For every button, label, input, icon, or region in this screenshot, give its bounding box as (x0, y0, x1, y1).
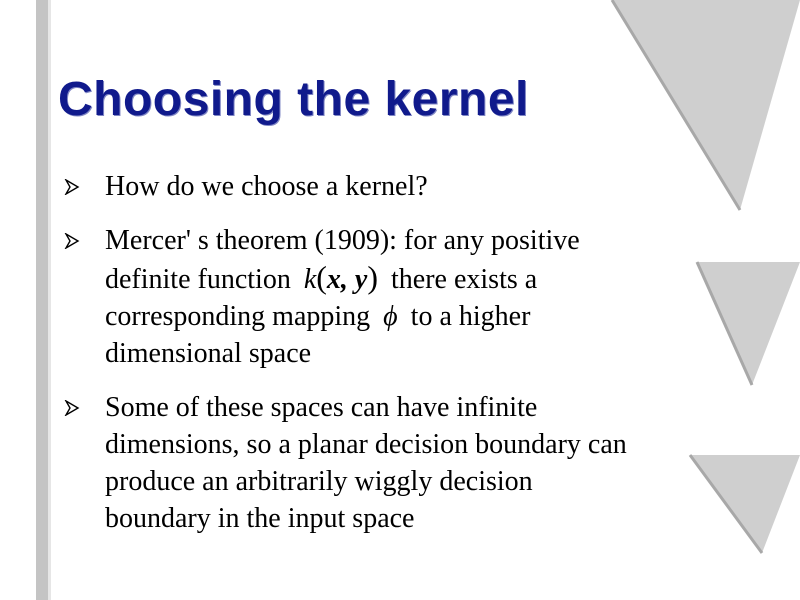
arrowhead-bullet-icon (64, 400, 80, 416)
arrowhead-bullet-icon (64, 179, 80, 195)
left-bar-shadow (48, 0, 51, 600)
bullet-1-line-1: How do we choose a kernel? (105, 171, 428, 202)
bullet-2-line-2-before: definite function (105, 264, 291, 295)
bullet-3-line-3: produce an arbitrarily wiggly decision (105, 466, 533, 497)
phi-symbol-math: ϕ (383, 301, 398, 332)
bullet-3-line-2: dimensions, so a planar decision boundary can (105, 429, 627, 460)
kernel-function-symbol: k (303, 264, 317, 295)
arrowhead-bullet-icon (64, 233, 80, 249)
bullet-item-3 (64, 389, 744, 537)
bullet-list (64, 168, 744, 554)
bullet-2-line-1: Mercer' s theorem (1909): for any positive (105, 225, 580, 256)
bullet-item-1 (64, 168, 744, 205)
bullet-2-line-2-after: there exists a (391, 264, 538, 295)
close-paren: ) (367, 259, 379, 295)
bullet-item-2 (64, 222, 744, 372)
bullet-2-line-3-after: to a higher (410, 301, 531, 332)
slide-title: Choosing the kernel (58, 73, 529, 126)
kernel-function-args: x, y (326, 264, 368, 295)
bullet-3-line-4: boundary in the input space (105, 503, 415, 534)
bullet-2-line-3-before: corresponding mapping (105, 301, 371, 332)
bullet-2-line-4: dimensional space (105, 338, 312, 369)
bullet-3-line-1: Some of these spaces can have infinite (105, 392, 538, 423)
kernel-function-math (298, 259, 384, 295)
left-decorative-bar (36, 0, 48, 600)
open-paren: ( (316, 259, 327, 295)
